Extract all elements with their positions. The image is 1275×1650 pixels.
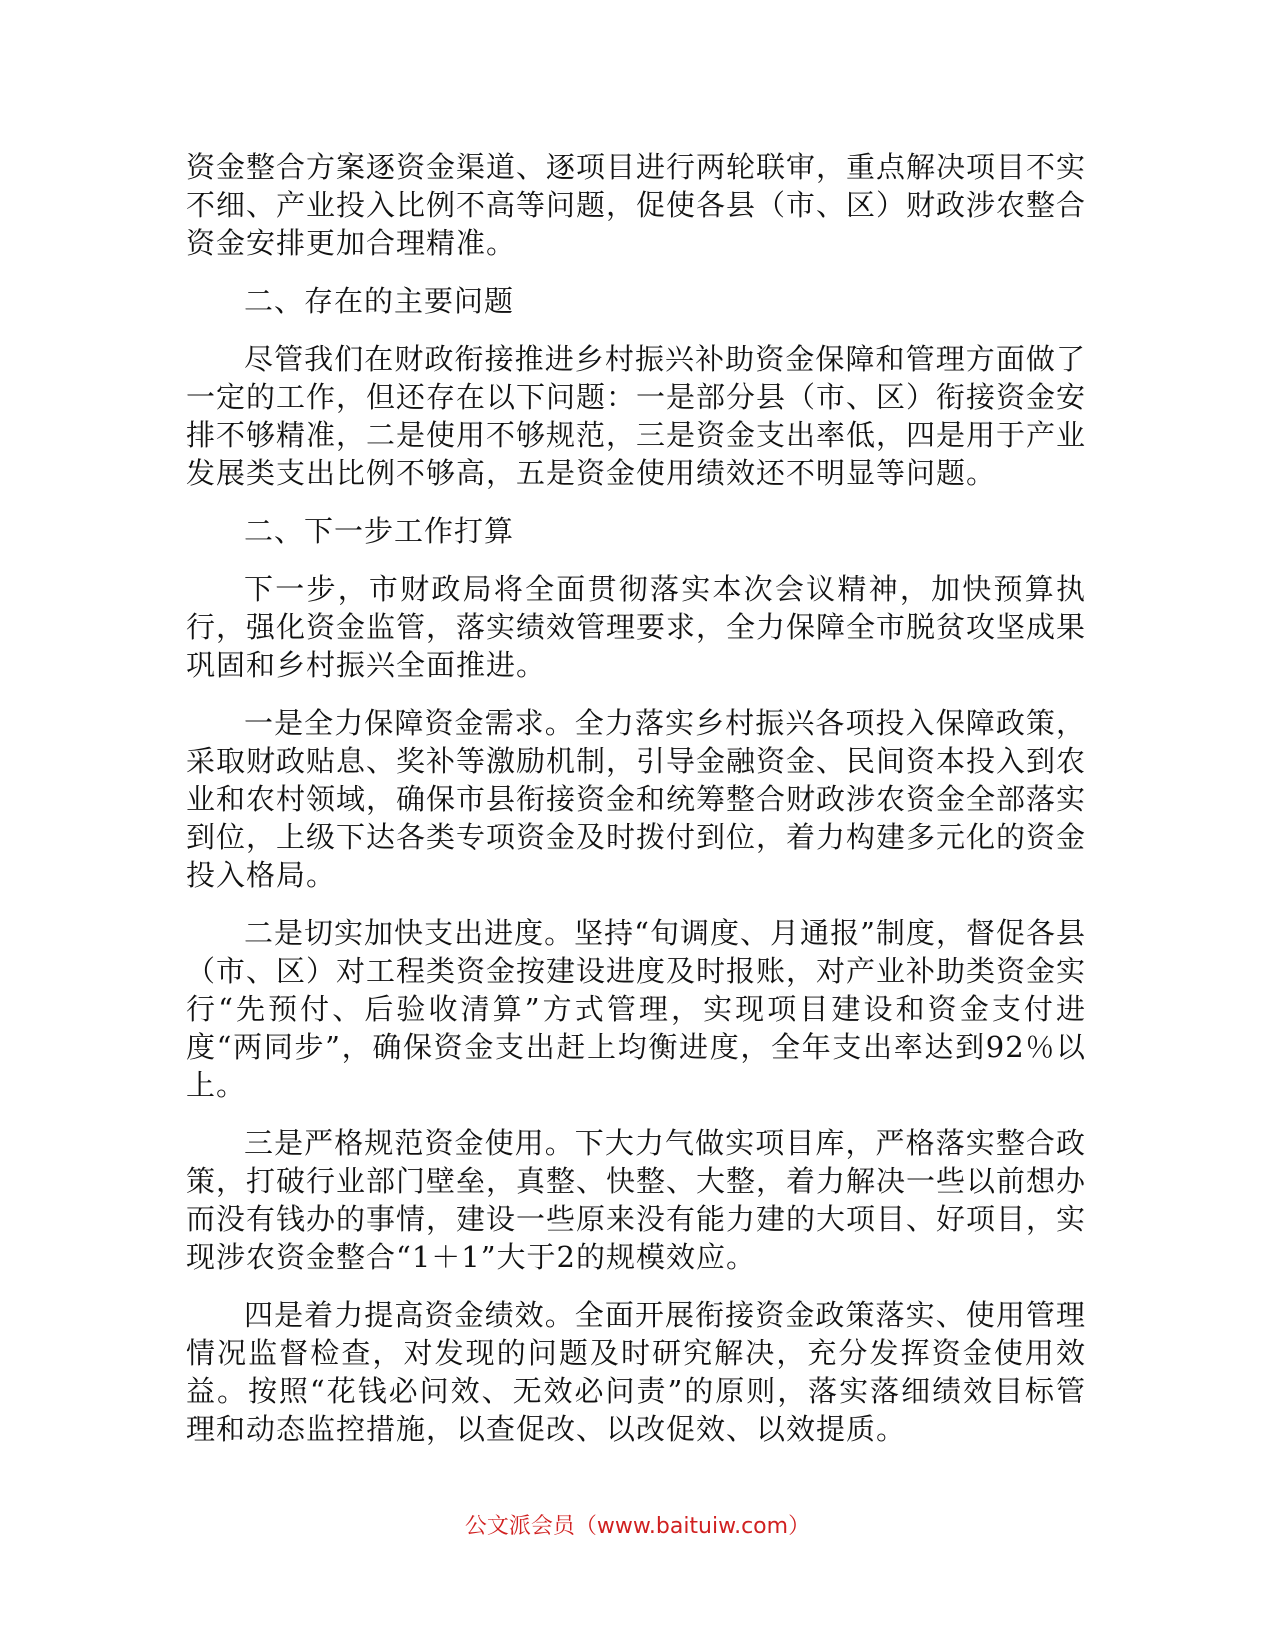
paragraph-improve-performance: 四是着力提高资金绩效。全面开展衔接资金政策落实、使用管理情况监督检查，对发现的问题及时研究解决，充分发挥资金使用效益。按照“花钱必问效、无效必问责”的原则，落实落细绩效目标管理和动态监控措施，以查促改、以改促效、以效提质。 xyxy=(186,1298,1086,1446)
section-heading-next-steps: 二、下一步工作打算 xyxy=(244,514,515,548)
paragraph-problems: 尽管我们在财政衔接推进乡村振兴补助资金保障和管理方面做了一定的工作，但还存在以下问题：一是部分县（市、区）衔接资金安排不够精准，二是使用不够规范，三是资金支出率低，四是用于产业发展类支出比例不够高，五是资金使用绩效还不明显等问题。 xyxy=(186,342,1087,490)
document-body xyxy=(186,148,1086,1468)
paragraph-funding-integration: 资金整合方案逐资金渠道、逐项目进行两轮联审，重点解决项目不实不细、产业投入比例不高等问题，促使各县（市、区）财政涉农整合资金安排更加合理精准。 xyxy=(186,150,1087,260)
paragraph-next-step-intro: 下一步，市财政局将全面贯彻落实本次会议精神，加快预算执行，强化资金监管，落实绩效管理要求，全力保障全市脱贫攻坚成果巩固和乡村振兴全面推进。 xyxy=(186,572,1087,682)
paragraph-regulate-usage: 三是严格规范资金使用。下大力气做实项目库，严格落实整合政策，打破行业部门壁垒，真整、快整、大整，着力解决一些以前想办而没有钱办的事情，建设一些原来没有能力建的大项目、好项目，实现涉农资金整合“1＋1”大于2的规模效应。 xyxy=(186,1126,1087,1274)
section-heading-main-problems: 二、存在的主要问题 xyxy=(244,284,515,318)
footer-watermark-text: 公文派会员（www.baituiw.com） xyxy=(464,1514,811,1539)
paragraph-guarantee-funding: 一是全力保障资金需求。全力落实乡村振兴各项投入保障政策，采取财政贴息、奖补等激励机制，引导金融资金、民间资本投入到农业和农村领域，确保市县衔接资金和统筹整合财政涉农资金全部落实到位，上级下达各类专项资金及时拨付到位，着力构建多元化的资金投入格局。 xyxy=(186,706,1087,892)
paragraph-speed-up-spending: 二是切实加快支出进度。坚持“旬调度、月通报”制度，督促各县（市、区）对工程类资金按建设进度及时报账，对产业补助类资金实行“先预付、后验收清算”方式管理，实现项目建设和资金支付进度“两同步”，确保资金支出赶上均衡进度，全年支出率达到92％以上。 xyxy=(186,916,1087,1102)
